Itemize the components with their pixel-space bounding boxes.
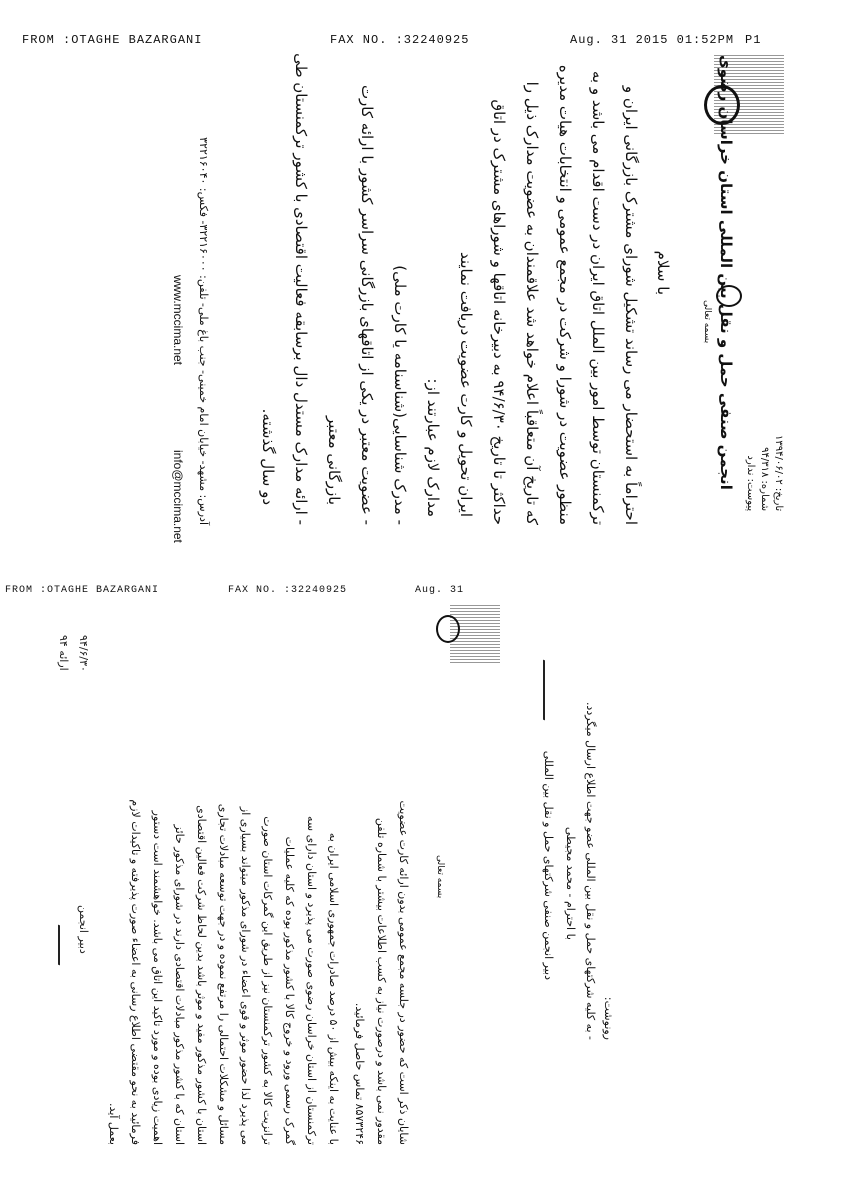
fax-page: P1 xyxy=(745,33,762,47)
body-line: بعمل آید. xyxy=(107,1103,120,1145)
cc-title: رونوشت: xyxy=(602,996,615,1040)
fax-date-2: Aug. 31 xyxy=(415,585,465,596)
closing-line: با احترام - محمد مجیطی xyxy=(564,826,577,940)
docs-intro: مدارک لازم عبارتند از: xyxy=(424,378,442,517)
body-line: که تاریخ آن متعاقباً اعلام خواهد شد علاقمندان به عضویت مدارک ذیل را xyxy=(523,81,541,525)
doc-item: بازرگانی معتبر xyxy=(325,416,343,505)
body-line: مقدور نمی باشد و درصورت نیاز به کسب اطلاعات بیشتر با شماره تلفن xyxy=(375,817,388,1145)
body-line: ایران تحویل و کارت عضویت دریافت نمایند xyxy=(457,251,475,517)
body-line: احتراماً به استحضار می رساند تشکیل شورای مشترک بازرگانی ایران و xyxy=(622,85,640,525)
body-line: فرمائید به نحو مقتضی اطلاع رسانی به اعضاء صورت پذیرفته و تاکیدات لازم xyxy=(129,799,142,1145)
fax-datetime: Aug. 31 2015 01:52PM xyxy=(570,33,735,47)
signature-2 xyxy=(543,660,545,721)
body-line: ترکمنستان توسط امور بین الملل اتاق ایران در دست اقدام می باشد و به xyxy=(589,70,607,525)
meta-number: شماره: ۹۴/۳۱۸ xyxy=(759,447,770,512)
website-link[interactable]: www.mccima.net xyxy=(171,275,185,366)
signature xyxy=(58,925,60,966)
body-line: اهمیت زیادی بوده و مورد تاکید این اتاق می باشد. خواهشمند است دستور xyxy=(151,810,164,1145)
fax-from-2: FROM :OTAGHE BAZARGANI xyxy=(5,585,160,596)
body-line: گمرک رسمی ورود و خروج کالا با کشور مذکور بوده که کلیه عملیات xyxy=(283,836,296,1145)
org-title: انجمن صنفی حمل و نقل بین المللی استان خراسان رضوی xyxy=(717,55,735,490)
association-emblem-2 xyxy=(436,615,460,643)
body-line: حداکثر تا تاریخ ۹۴/۶/۳۰ به دبیرخانه اتاقها و شوراهای مشترک در اتاق xyxy=(490,99,508,525)
basmala-2: بسمه تعالی xyxy=(435,855,445,899)
closing-title: دبیر انجمن صنفی شرکتهای حمل و نقل بین المللی xyxy=(542,750,555,980)
body-line: با عنایت به اینکه بیش از ۵۰ درصد صادرات جمهوری اسلامی ایران به xyxy=(327,832,340,1145)
body-line: استان با کشور مذکور مفید و موثر باشد بدین لحاظ شرکت فعالین اقتصادی xyxy=(195,805,208,1145)
doc-item: - مدرک شناسایی(شناسنامه یا کارت ملی) xyxy=(391,265,409,525)
basmala: بسمه تعالی xyxy=(702,300,712,344)
fax-from: FROM :OTAGHE BAZARGANI xyxy=(22,33,203,47)
meta-attachment: پیوست: ندارد xyxy=(745,455,756,512)
body-line: استان که با کشور مذکور مبادلات اقتصادی دارند در شورای مذکور حائز xyxy=(173,824,186,1145)
body-line: ترکمنستان از استان خراسان رضوی صورت می پذیرد و استان دارای سه xyxy=(305,816,318,1145)
letter-page-1 xyxy=(10,53,790,543)
body-line: ترانزیت کالا به کشور ترکمنستان نیز از طریق این گمرکات استان صورت xyxy=(261,816,274,1145)
doc-item: دو سال گذشته. xyxy=(259,408,277,505)
meta-date: تاریخ: ۱۳۹۴/۰۶/۰۲ xyxy=(773,435,784,512)
salutation: با سلام xyxy=(654,250,672,295)
cc-block xyxy=(505,620,615,1040)
letter-page-2 xyxy=(30,605,500,1145)
cc-line: - به کلیه شرکتهای حمل و نقل بین المللی عضو جهت اطلاع ارسال میگردد. xyxy=(584,701,597,1040)
doc-item: - ارائه مدارک مستدل دال برسابقه فعالیت اقتصادی با کشور ترکمنستان طی xyxy=(292,53,310,525)
body-line: ۸۵۷۳۲۴۶ تماس حاصل فرمائید. xyxy=(353,1002,366,1145)
letterhead xyxy=(690,55,790,525)
signatory-title: دبیر انجمن xyxy=(77,905,90,954)
body-line: منظور عضویت در شورا و شرکت در مجمع عمومی و انتخابات هیات مدیره xyxy=(556,64,574,525)
letter-meta xyxy=(743,435,785,511)
doc-item: - عضویت معتبر در یکی از اتاقهای بازرگانی سراسر کشور با ارائه کارت xyxy=(358,84,376,525)
body-line: می پذیرد لذا حضور موثر و قوی اعضاء در شورای مذکور میتواند بسیاری از xyxy=(239,806,252,1145)
address: آدرس: مشهد- خیابان امام خمینی- جنب باغ ملی- تلفن: ۳۲۲۱۶۰۰۰- فکس: ۳۲۲۱۶۰۴۰ xyxy=(197,137,210,525)
handwritten-date: ۹۴/۶/۳۰ xyxy=(77,635,90,672)
fax-number-2: FAX NO. :32240925 xyxy=(228,585,348,596)
body-line: شایان ذکر است که حضور در جلسه مجمع عمومی بدون ارائه کارت عضویت xyxy=(397,800,410,1145)
fax-number: FAX NO. :32240925 xyxy=(330,33,470,47)
handwritten-note: ارائه ۹۴ xyxy=(57,635,70,671)
email-link[interactable]: info@mccima.net xyxy=(171,450,185,543)
body-line: مسائل و مشکلات احتمالی را مرتفع نموده و در جهت توسعه مبادلات تجاری xyxy=(217,803,230,1145)
